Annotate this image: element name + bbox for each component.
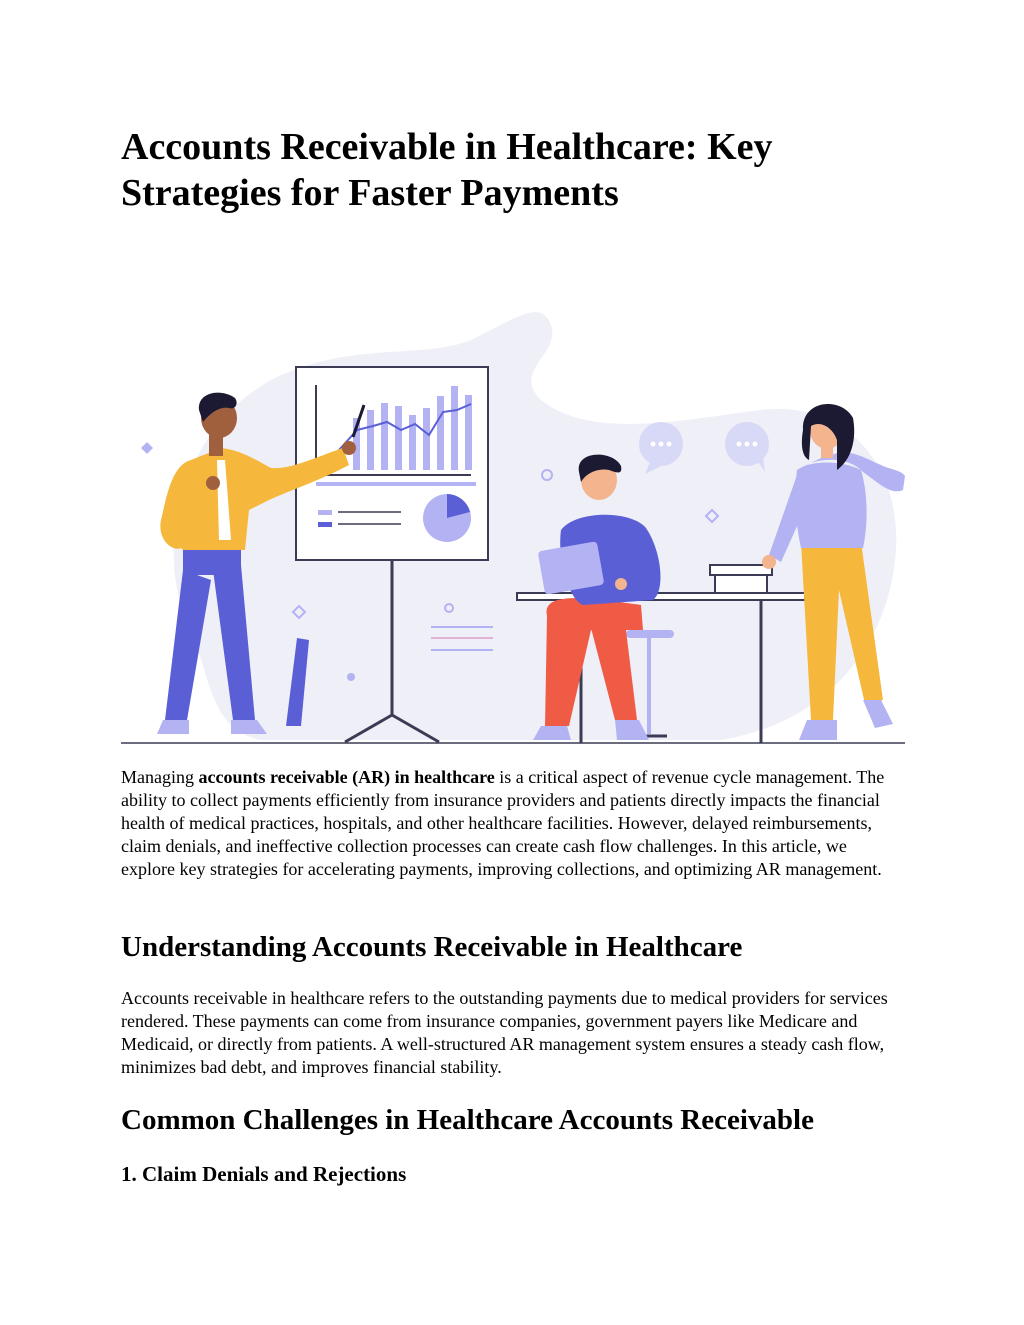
- business-team-chart-illustration: [121, 300, 905, 745]
- page-title: Accounts Receivable in Healthcare: Key Strategies for Faster Payments: [121, 126, 773, 214]
- section-heading-challenges: Common Challenges in Healthcare Accounts Receivable: [121, 1104, 814, 1136]
- intro-paragraph: Managing accounts receivable (AR) in healthcare is a critical aspect of revenue cycle management. The ability to collect payments efficiently from insurance providers and patients directly impacts the financial health of medical practices, hospitals, and other healthcare facilities. However, delayed reimbursements, claim denials, and ineffective collection processes can create cash flow challenges. In this article, we explore key strategies for accelerating payments, improving collections, and optimizing AR management.: [121, 767, 885, 879]
- section-heading-understanding: Understanding Accounts Receivable in Healthcare: [121, 931, 743, 963]
- subheading-claim-denials: 1. Claim Denials and Rejections: [121, 1162, 407, 1186]
- section-paragraph-understanding: Accounts receivable in healthcare refers to the outstanding payments due to medical providers for services rendered. These payments can come from insurance companies, government payers like Medicare and Medicaid, or directly from patients. A well-structured AR management system ensures a steady cash flow, minimizes bad debt, and improves financial stability.: [121, 988, 888, 1077]
- intro-keyword: accounts receivable (AR) in healthcare: [198, 767, 495, 787]
